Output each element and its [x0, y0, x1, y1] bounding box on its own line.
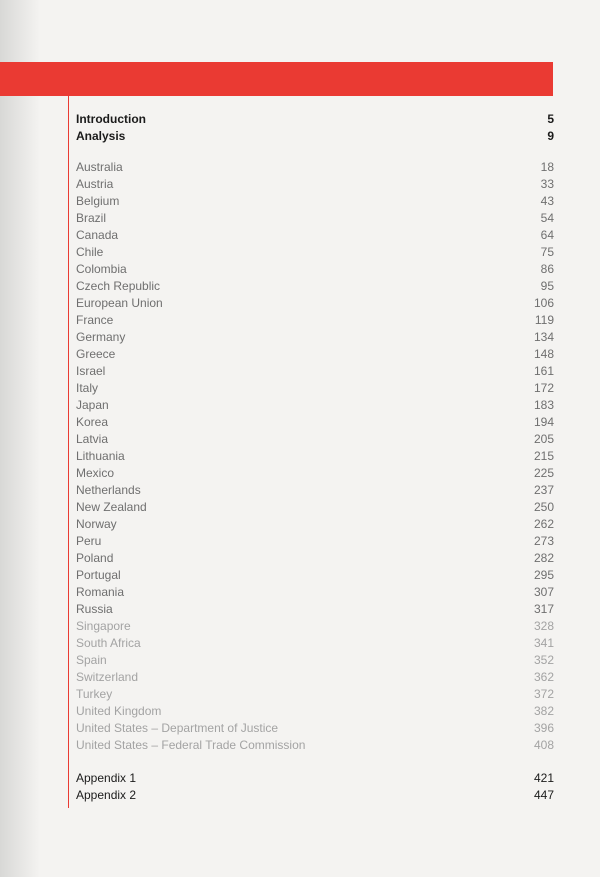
toc-entry[interactable] — [76, 550, 554, 567]
toc-entry-title: Latvia — [76, 432, 109, 446]
toc-entry-title: Appendix 1 — [76, 771, 137, 785]
toc-entry-title: Russia — [76, 602, 113, 616]
toc-entry-title: New Zealand — [76, 500, 147, 514]
toc-intro-section — [76, 111, 554, 145]
toc-entry-title: Analysis — [76, 129, 126, 143]
toc-entry-page: 161 — [533, 364, 554, 378]
toc-entry[interactable] — [76, 737, 554, 754]
toc-entry[interactable] — [76, 516, 554, 533]
toc-entry-title: Canada — [76, 228, 119, 242]
toc-entry-title: Lithuania — [76, 449, 125, 463]
toc-entry-title: Switzerland — [76, 670, 139, 684]
toc-entry-page: 317 — [533, 602, 554, 616]
toc-entry[interactable] — [76, 278, 554, 295]
toc-entry-title: Chile — [76, 245, 104, 259]
toc-entry[interactable] — [76, 448, 554, 465]
toc-entry[interactable] — [76, 176, 554, 193]
toc-entry-page: 205 — [533, 432, 554, 446]
toc-entry-page: 341 — [533, 636, 554, 650]
toc-entry-title: United States – Department of Justice — [76, 721, 279, 735]
toc-entry[interactable] — [76, 669, 554, 686]
toc-entry-title: France — [76, 313, 114, 327]
toc-entry-title: Portugal — [76, 568, 121, 582]
toc-entry-page: 54 — [540, 211, 554, 225]
toc-entry[interactable] — [76, 482, 554, 499]
toc-entry[interactable] — [76, 295, 554, 312]
toc-entry-page: 106 — [533, 296, 554, 310]
toc-entry-page: 328 — [533, 619, 554, 633]
toc-entry[interactable] — [76, 770, 554, 787]
toc-entry-page: 43 — [540, 194, 554, 208]
toc-entry-title: Norway — [76, 517, 117, 531]
toc-entry-title: Colombia — [76, 262, 127, 276]
toc-entry-title: South Africa — [76, 636, 141, 650]
toc-entry-page: 172 — [533, 381, 554, 395]
toc-entry-title: Appendix 2 — [76, 788, 137, 802]
toc-entry-page: 95 — [540, 279, 554, 293]
toc-entry-title: Greece — [76, 347, 116, 361]
toc-entry-page: 148 — [533, 347, 554, 361]
toc-entry-page: 194 — [533, 415, 554, 429]
toc-entry-title: United Kingdom — [76, 704, 162, 718]
toc-entry-page: 421 — [533, 771, 554, 785]
toc-entry-page: 382 — [533, 704, 554, 718]
toc-entry[interactable] — [76, 720, 554, 737]
toc-entry[interactable] — [76, 380, 554, 397]
toc-entry-page: 237 — [533, 483, 554, 497]
toc-entry-title: Peru — [76, 534, 102, 548]
toc-entry-title: Austria — [76, 177, 114, 191]
toc-entry[interactable] — [76, 465, 554, 482]
toc-entry[interactable] — [76, 533, 554, 550]
toc-entry-page: 5 — [547, 112, 554, 126]
toc-entry-page: 262 — [533, 517, 554, 531]
toc-entry-title: United States – Federal Trade Commission — [76, 738, 306, 752]
toc-appendix-section — [76, 770, 554, 804]
toc-entry-title: Romania — [76, 585, 125, 599]
toc-entry[interactable] — [76, 210, 554, 227]
toc-entry[interactable] — [76, 227, 554, 244]
toc-entry-title: Poland — [76, 551, 114, 565]
toc-entry-title: Germany — [76, 330, 126, 344]
toc-entry[interactable] — [76, 618, 554, 635]
toc-entry-title: Australia — [76, 160, 123, 174]
toc-entry[interactable] — [76, 703, 554, 720]
toc-entry-title: Israel — [76, 364, 106, 378]
toc-entry-title: Netherlands — [76, 483, 141, 497]
toc-entry-title: Belgium — [76, 194, 120, 208]
toc-entry[interactable] — [76, 397, 554, 414]
toc-entry-page: 362 — [533, 670, 554, 684]
toc-entry-page: 183 — [533, 398, 554, 412]
toc-entry[interactable] — [76, 584, 554, 601]
toc-entry-page: 250 — [533, 500, 554, 514]
toc-entry-page: 282 — [533, 551, 554, 565]
toc-entry-title: Singapore — [76, 619, 131, 633]
toc-entry[interactable] — [76, 431, 554, 448]
toc-entry-title: Brazil — [76, 211, 107, 225]
toc-entry[interactable] — [76, 346, 554, 363]
toc-entry[interactable] — [76, 414, 554, 431]
toc-entry[interactable] — [76, 159, 554, 176]
toc-entry-page: 134 — [533, 330, 554, 344]
toc-entry-page: 9 — [547, 129, 554, 143]
toc-entry-page: 119 — [534, 313, 554, 327]
toc-entry[interactable] — [76, 261, 554, 278]
toc-entry-page: 307 — [533, 585, 554, 599]
toc-entry[interactable] — [76, 652, 554, 669]
toc-entry[interactable] — [76, 601, 554, 618]
toc-entry-page: 396 — [533, 721, 554, 735]
toc-entry-title: Mexico — [76, 466, 115, 480]
toc-entry-page: 352 — [533, 653, 554, 667]
toc-red-rule — [68, 96, 69, 808]
toc-entry-page: 273 — [533, 534, 554, 548]
toc-entry[interactable] — [76, 111, 554, 128]
toc-entry-page: 225 — [533, 466, 554, 480]
toc-entry[interactable] — [76, 787, 554, 804]
toc-entry-page: 295 — [533, 568, 554, 582]
toc-entry[interactable] — [76, 244, 554, 261]
header-red-bar — [0, 62, 553, 96]
toc-country-section — [76, 159, 554, 754]
toc-entry-page: 33 — [540, 177, 554, 191]
toc-entry[interactable] — [76, 567, 554, 584]
toc-entry-title: Czech Republic — [76, 279, 161, 293]
toc-entry-title: European Union — [76, 296, 163, 310]
toc-entry[interactable] — [76, 635, 554, 652]
toc-entry[interactable] — [76, 193, 554, 210]
toc-entry-title: Turkey — [76, 687, 113, 701]
toc-entry[interactable] — [76, 499, 554, 516]
toc-entry-page: 408 — [533, 738, 554, 752]
toc-entry[interactable] — [76, 686, 554, 703]
toc-entry-title: Korea — [76, 415, 109, 429]
toc-entry-page: 372 — [533, 687, 554, 701]
toc-entry-page: 64 — [540, 228, 554, 242]
toc-entry-page: 18 — [540, 160, 554, 174]
toc-entry-page: 447 — [533, 788, 554, 802]
toc-entry[interactable] — [76, 363, 554, 380]
toc-entry-title: Spain — [76, 653, 107, 667]
toc-entry-page: 75 — [540, 245, 554, 259]
toc-entry[interactable] — [76, 128, 554, 145]
toc-entry-title: Introduction — [76, 112, 146, 126]
toc-entry-title: Italy — [76, 381, 99, 395]
toc-entry-title: Japan — [76, 398, 109, 412]
page-binding-shadow — [0, 0, 40, 877]
toc-entry-page: 86 — [540, 262, 554, 276]
toc-entry[interactable] — [76, 329, 554, 346]
toc-entry-page: 215 — [533, 449, 554, 463]
toc-entry[interactable] — [76, 312, 554, 329]
